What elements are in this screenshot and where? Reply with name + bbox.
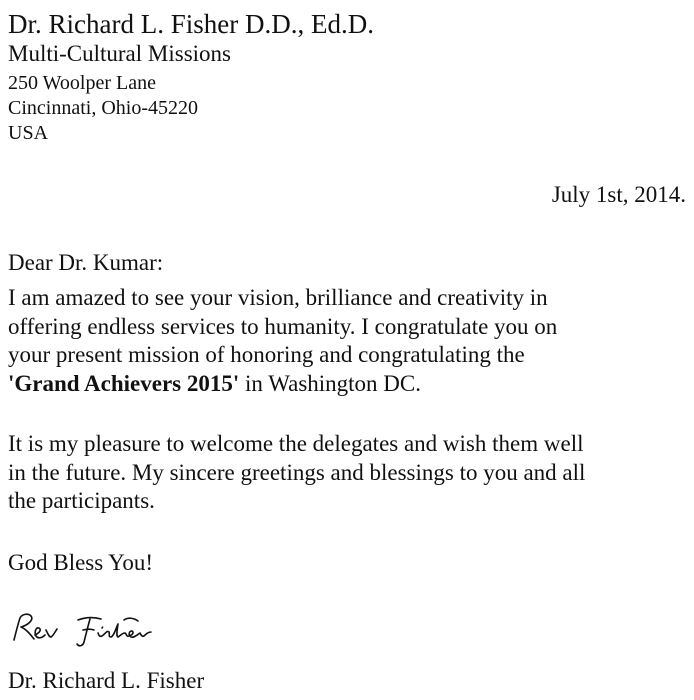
sender-address-line-1: 250 Woolper Lane xyxy=(8,72,156,94)
salutation: Dear Dr. Kumar: xyxy=(8,250,164,275)
signer-name: Dr. Richard L. Fisher xyxy=(8,668,205,693)
sender-address-line-3: USA xyxy=(8,122,49,144)
sender-address-line-2: Cincinnati, Ohio-45220 xyxy=(8,97,198,119)
paragraph-1-line-1: I am amazed to see your vision, brilliance and creativity in xyxy=(8,285,548,310)
closing-line: God Bless You! xyxy=(8,550,154,575)
body-paragraph-1 xyxy=(8,284,688,398)
paragraph-1-line-2: offering endless services to humanity. I congratulate you on xyxy=(8,313,558,339)
paragraph-1-line-4 xyxy=(8,370,688,399)
event-name: 'Grand Achievers 2015' xyxy=(8,370,240,396)
paragraph-1-line-4-rest: in Washington DC. xyxy=(239,370,422,396)
handwritten-signature xyxy=(6,606,176,652)
body-paragraph-2 xyxy=(8,430,688,516)
sender-name: Dr. Richard L. Fisher D.D., Ed.D. xyxy=(8,9,374,39)
paragraph-1-line-3: your present mission of honoring and congratulating the xyxy=(8,342,525,367)
paragraph-2-line-2: in the future. My sincere greetings and blessings to you and all xyxy=(8,459,586,485)
paragraph-2-line-1: It is my pleasure to welcome the delegates and wish them well xyxy=(8,431,584,456)
sender-organization: Multi-Cultural Missions xyxy=(8,41,231,66)
letter-date: July 1st, 2014. xyxy=(551,182,686,207)
paragraph-2-line-3: the participants. xyxy=(8,488,155,513)
